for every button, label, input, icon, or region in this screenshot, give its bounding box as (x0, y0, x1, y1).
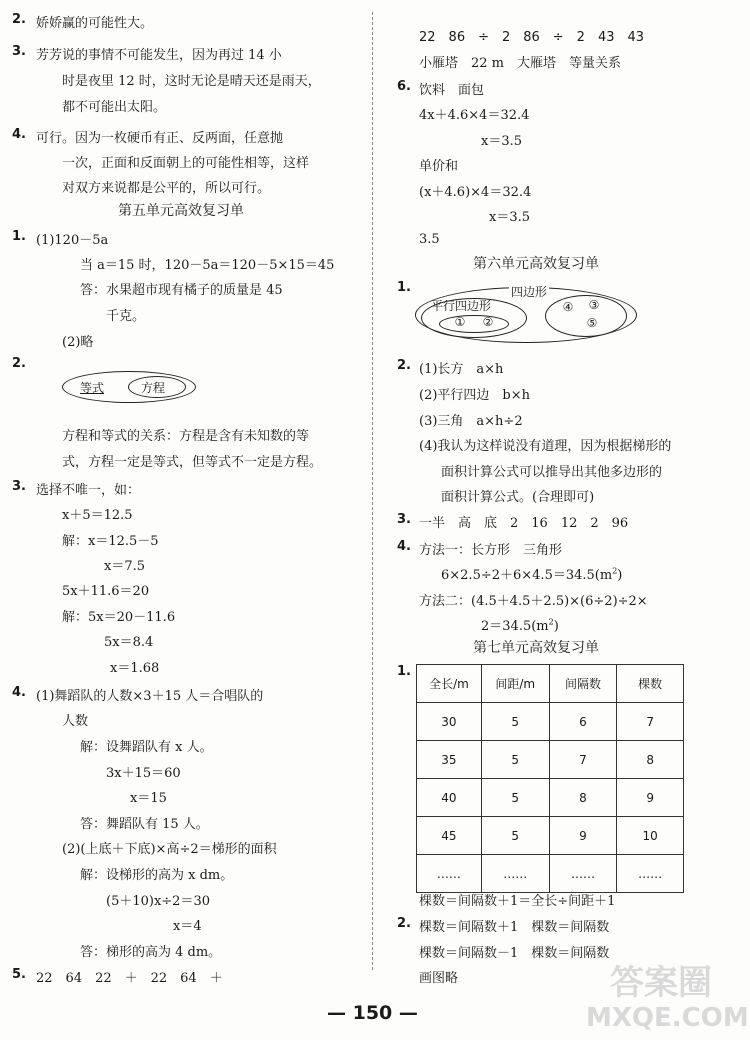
item-number: 4. (12, 685, 26, 700)
answer-line: 式，方程一定是等式，但等式不一定是方程。 (62, 455, 323, 470)
answer-line: 棵数＝间隔数＋1＝全长÷间距＋1 (419, 894, 616, 909)
item-number: 6. (397, 79, 411, 94)
item-number: 3. (12, 479, 26, 494)
table-header-cell: 间距/m (481, 665, 549, 703)
table-cell: 5 (481, 817, 549, 855)
item-number: 2. (12, 356, 26, 371)
answer-line: 方法二：(4.5＋4.5＋2.5)×(6÷2)÷2× (419, 594, 648, 609)
table-cell: 30 (417, 703, 482, 741)
answer-line: 解：设舞蹈队有 x 人。 (80, 740, 213, 755)
item-number: 1. (12, 229, 26, 244)
answer-line: (1)长方 a×h (419, 362, 504, 377)
answer-line: x＋5＝12.5 (62, 508, 133, 523)
watermark-logo: 答案圈 (610, 963, 712, 1003)
table-cell: 8 (549, 779, 617, 817)
answer-line: 娇娇赢的可能性大。 (36, 16, 154, 31)
item-number: 5. (12, 967, 26, 982)
answer-line: 当 a＝15 时，120－5a＝120－5×15＝45 (80, 258, 335, 273)
table-header-cell: 棵数 (617, 665, 684, 703)
table-row (417, 817, 684, 855)
watermark-url: MXQE.COM (586, 1003, 749, 1033)
answer-line: 解：5x＝20－11.6 (62, 610, 176, 625)
answer-line: 解：设梯形的高为 x dm。 (80, 868, 234, 883)
answer-line: 棵数＝间隔数＋1 棵数＝间隔数 (419, 920, 610, 935)
circled-number: ④ (562, 300, 574, 314)
table-cell: 35 (417, 741, 482, 779)
item-number: 3. (12, 44, 26, 59)
table-cell: 5 (481, 703, 549, 741)
answer-line: 芳芳说的事情不可能发生，因为再过 14 小 (36, 48, 282, 63)
tree-planting-table (416, 664, 684, 893)
answer-line: 选择不唯一，如： (36, 483, 141, 498)
table-cell: 9 (549, 817, 617, 855)
answer-line: 方法一：长方形 三角形 (419, 543, 563, 558)
answer-line: 时是夜里 12 时，这时无论是晴天还是雨天， (62, 74, 321, 89)
item-number: 3. (397, 512, 411, 527)
answer-line: x＝15 (130, 791, 167, 806)
item-number: 4. (12, 127, 26, 142)
answer-line: 棵数＝间隔数－1 棵数＝间隔数 (419, 946, 610, 961)
answer-line: (2)略 (62, 335, 94, 350)
table-cell: …… (617, 855, 684, 893)
answer-line: 3x＋15＝60 (106, 766, 181, 781)
section-title: 第六单元高效复习单 (473, 256, 599, 272)
answer-line: 饮料 面包 (419, 83, 485, 98)
answer-line: 单价和 (419, 159, 459, 174)
answer-line: 一次，正面和反面朝上的可能性相等，这样 (62, 156, 310, 171)
answer-line: x＝1.68 (110, 661, 160, 676)
answer-line: 解：x＝12.5－5 (62, 534, 159, 549)
quadrilateral-label: 四边形 (511, 285, 548, 299)
table-cell: 5 (481, 741, 549, 779)
answer-line: 画图略 (419, 971, 459, 986)
table-header-cell: 全长/m (417, 665, 482, 703)
section-title: 第五单元高效复习单 (118, 203, 244, 219)
answer-line: x＝3.5 (481, 134, 523, 149)
table-cell: 8 (617, 741, 684, 779)
answer-line: 答：梯形的高为 4 dm。 (80, 945, 222, 960)
circled-number: ② (482, 315, 494, 329)
table-cell: 9 (617, 779, 684, 817)
answer-line: 一半 高 底 2 16 12 2 96 (419, 516, 629, 531)
answer-line: 3.5 (419, 232, 440, 247)
page-number: — 150 — (327, 1002, 418, 1024)
answer-line: (3)三角 a×h÷2 (419, 414, 523, 429)
item-number: 2. (397, 916, 411, 931)
table-cell: 40 (417, 779, 482, 817)
answer-line: 答：水果超市现有橘子的质量是 45 (80, 283, 283, 298)
answer-line: 方程和等式的关系：方程是含有未知数的等 (62, 429, 310, 444)
answer-line: (5＋10)x÷2＝30 (106, 894, 210, 909)
answer-line: 面积计算公式。(合理即可) (441, 490, 595, 505)
table-cell: 7 (549, 741, 617, 779)
table-cell: 5 (481, 779, 549, 817)
answer-line: x＝3.5 (489, 210, 531, 225)
answer-line: 人数 (62, 714, 89, 729)
answer-line: x＝7.5 (104, 559, 146, 574)
answer-line: 面积计算公式可以推导出其他多边形的 (441, 465, 663, 480)
table-header-row (417, 665, 684, 703)
item-number: 1. (397, 280, 411, 295)
table-cell: …… (417, 855, 482, 893)
item-number: 2. (12, 12, 26, 27)
table-row (417, 703, 684, 741)
answer-line: 22 64 22 ＋ 22 64 ＋ (36, 971, 223, 986)
circled-number: ① (454, 315, 466, 329)
table-row (417, 855, 684, 893)
answer-line: (2)(上底＋下底)×高÷2＝梯形的面积 (62, 842, 277, 857)
answer-line: 千克。 (106, 309, 146, 324)
table-row (417, 779, 684, 817)
answer-line: (2)平行四边 b×h (419, 388, 531, 403)
inner-set-label: 方程 (141, 381, 166, 395)
table-cell: 7 (617, 703, 684, 741)
answer-line: 小雁塔 22 m 大雁塔 等量关系 (419, 56, 622, 71)
answer-line: x＝4 (173, 919, 202, 934)
item-number: 4. (397, 539, 411, 554)
circled-number: ③ (588, 298, 600, 312)
answer-line: (x＋4.6)×4＝32.4 (419, 185, 532, 200)
item-number: 1. (397, 664, 411, 679)
table-header-cell: 间隔数 (549, 665, 617, 703)
column-divider (372, 12, 373, 970)
answer-line: $6\times 2.5\div 2+6\times 4.5=34.5(m^2)$ (441, 566, 623, 583)
answer-line: (1)120－5a (36, 233, 109, 248)
answer-line: 都不可能出太阳。 (62, 100, 167, 115)
answer-line: 答：舞蹈队有 15 人。 (80, 817, 209, 832)
answer-line: 可行。因为一枚硬币有正、反两面，任意抛 (36, 131, 284, 146)
parallelogram-label: 平行四边形 (431, 299, 492, 313)
table-cell: 45 (417, 817, 482, 855)
answer-line: 4x＋4.6×4＝32.4 (419, 108, 530, 123)
circled-number: ⑤ (586, 316, 598, 330)
section-title: 第七单元高效复习单 (473, 640, 599, 656)
answer-line: 5x＋11.6＝20 (62, 584, 150, 599)
answer-line: 对双方来说都是公平的，所以可行。 (62, 181, 271, 196)
outer-set-label: 等式 (80, 381, 105, 395)
table-row (417, 741, 684, 779)
table-cell: 6 (549, 703, 617, 741)
table-cell: …… (549, 855, 617, 893)
table-cell: 10 (617, 817, 684, 855)
answer-line: 22 86 ÷ 2 86 ÷ 2 43 43 (419, 30, 645, 45)
table-cell: …… (481, 855, 549, 893)
item-number: 2. (397, 358, 411, 373)
answer-line: (1)舞蹈队的人数×3＋15 人＝合唱队的 (36, 689, 264, 704)
rectangle-oval (439, 315, 509, 333)
answer-line: $2=34.5(m^2)$ (481, 617, 559, 634)
answer-line: (4)我认为这样说没有道理，因为根据梯形的 (419, 439, 672, 454)
answer-line: 5x＝8.4 (104, 635, 154, 650)
